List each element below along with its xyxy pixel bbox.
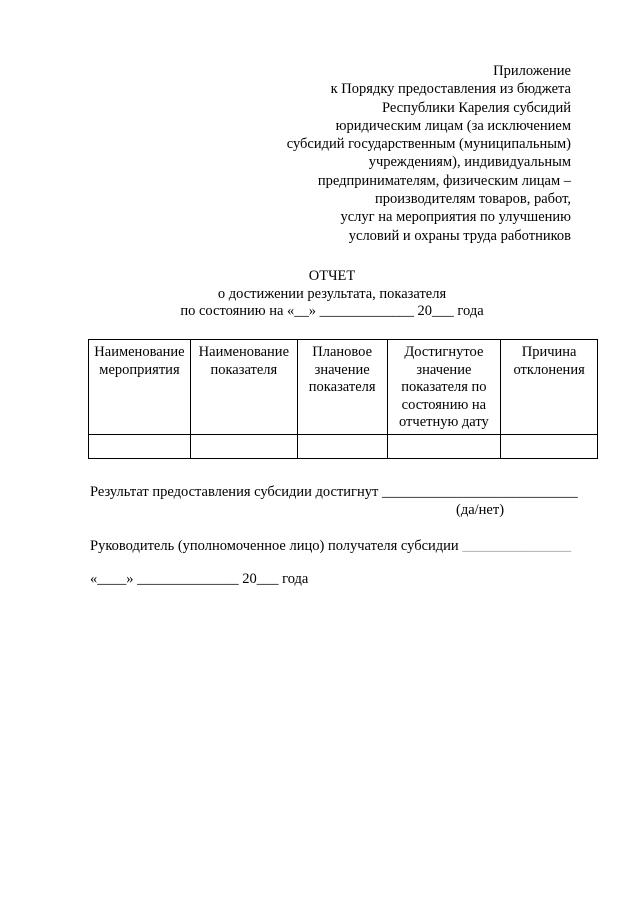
table-cell (387, 434, 501, 458)
head-label: Руководитель (уполномоченное лицо) получателя субсидии (90, 538, 459, 554)
appendix-line: к Порядку предоставления из бюджета (330, 81, 571, 98)
header-cell-planned: Плановое значение показателя (297, 340, 387, 435)
report-subtitle: о достижении результата, показателя (217, 285, 447, 302)
signature-date-line: «____» ______________ 20___ года (90, 571, 309, 587)
table-cell (501, 434, 598, 458)
header-cell-reason: Причина отклонения (501, 340, 598, 435)
header-cell-activity: Наименование мероприятия (89, 340, 191, 435)
head-line (90, 538, 571, 555)
result-line (90, 484, 578, 501)
table-cell (190, 434, 297, 458)
table-cell (297, 434, 387, 458)
table-cell (89, 434, 191, 458)
appendix-line: производителям товаров, работ, (374, 191, 571, 208)
appendix-line: Республики Карелия субсидий (381, 99, 571, 116)
report-table (88, 339, 598, 459)
table-header-row (89, 340, 598, 435)
appendix-line: юридическим лицам (за исключением (335, 117, 571, 134)
table-row (89, 434, 598, 458)
appendix-line: Приложение (493, 63, 571, 79)
header-cell-indicator: Наименование показателя (190, 340, 297, 435)
report-title-block (0, 268, 640, 321)
report-heading: ОТЧЕТ (308, 268, 356, 284)
appendix-block (287, 62, 571, 245)
result-blank: ___________________________ (381, 484, 578, 500)
appendix-line: субсидий государственным (муниципальным) (286, 136, 571, 153)
appendix-line: услуг на мероприятия по улучшению (340, 209, 571, 226)
result-note: (да/нет) (456, 502, 505, 518)
appendix-line: условий и охраны труда работников (348, 227, 571, 244)
report-date-line: по состоянию на «__» _____________ 20___ года (180, 303, 484, 319)
appendix-line: учреждениям), индивидуальным (368, 154, 571, 171)
appendix-line: предпринимателям, физическим лицам – (317, 172, 571, 189)
head-blank: _______________ (462, 538, 572, 554)
header-cell-achieved: Достигнутое значение показателя по состоянию на отчетную дату (387, 340, 501, 435)
result-label: Результат предоставления субсидии достигнут (90, 484, 379, 500)
